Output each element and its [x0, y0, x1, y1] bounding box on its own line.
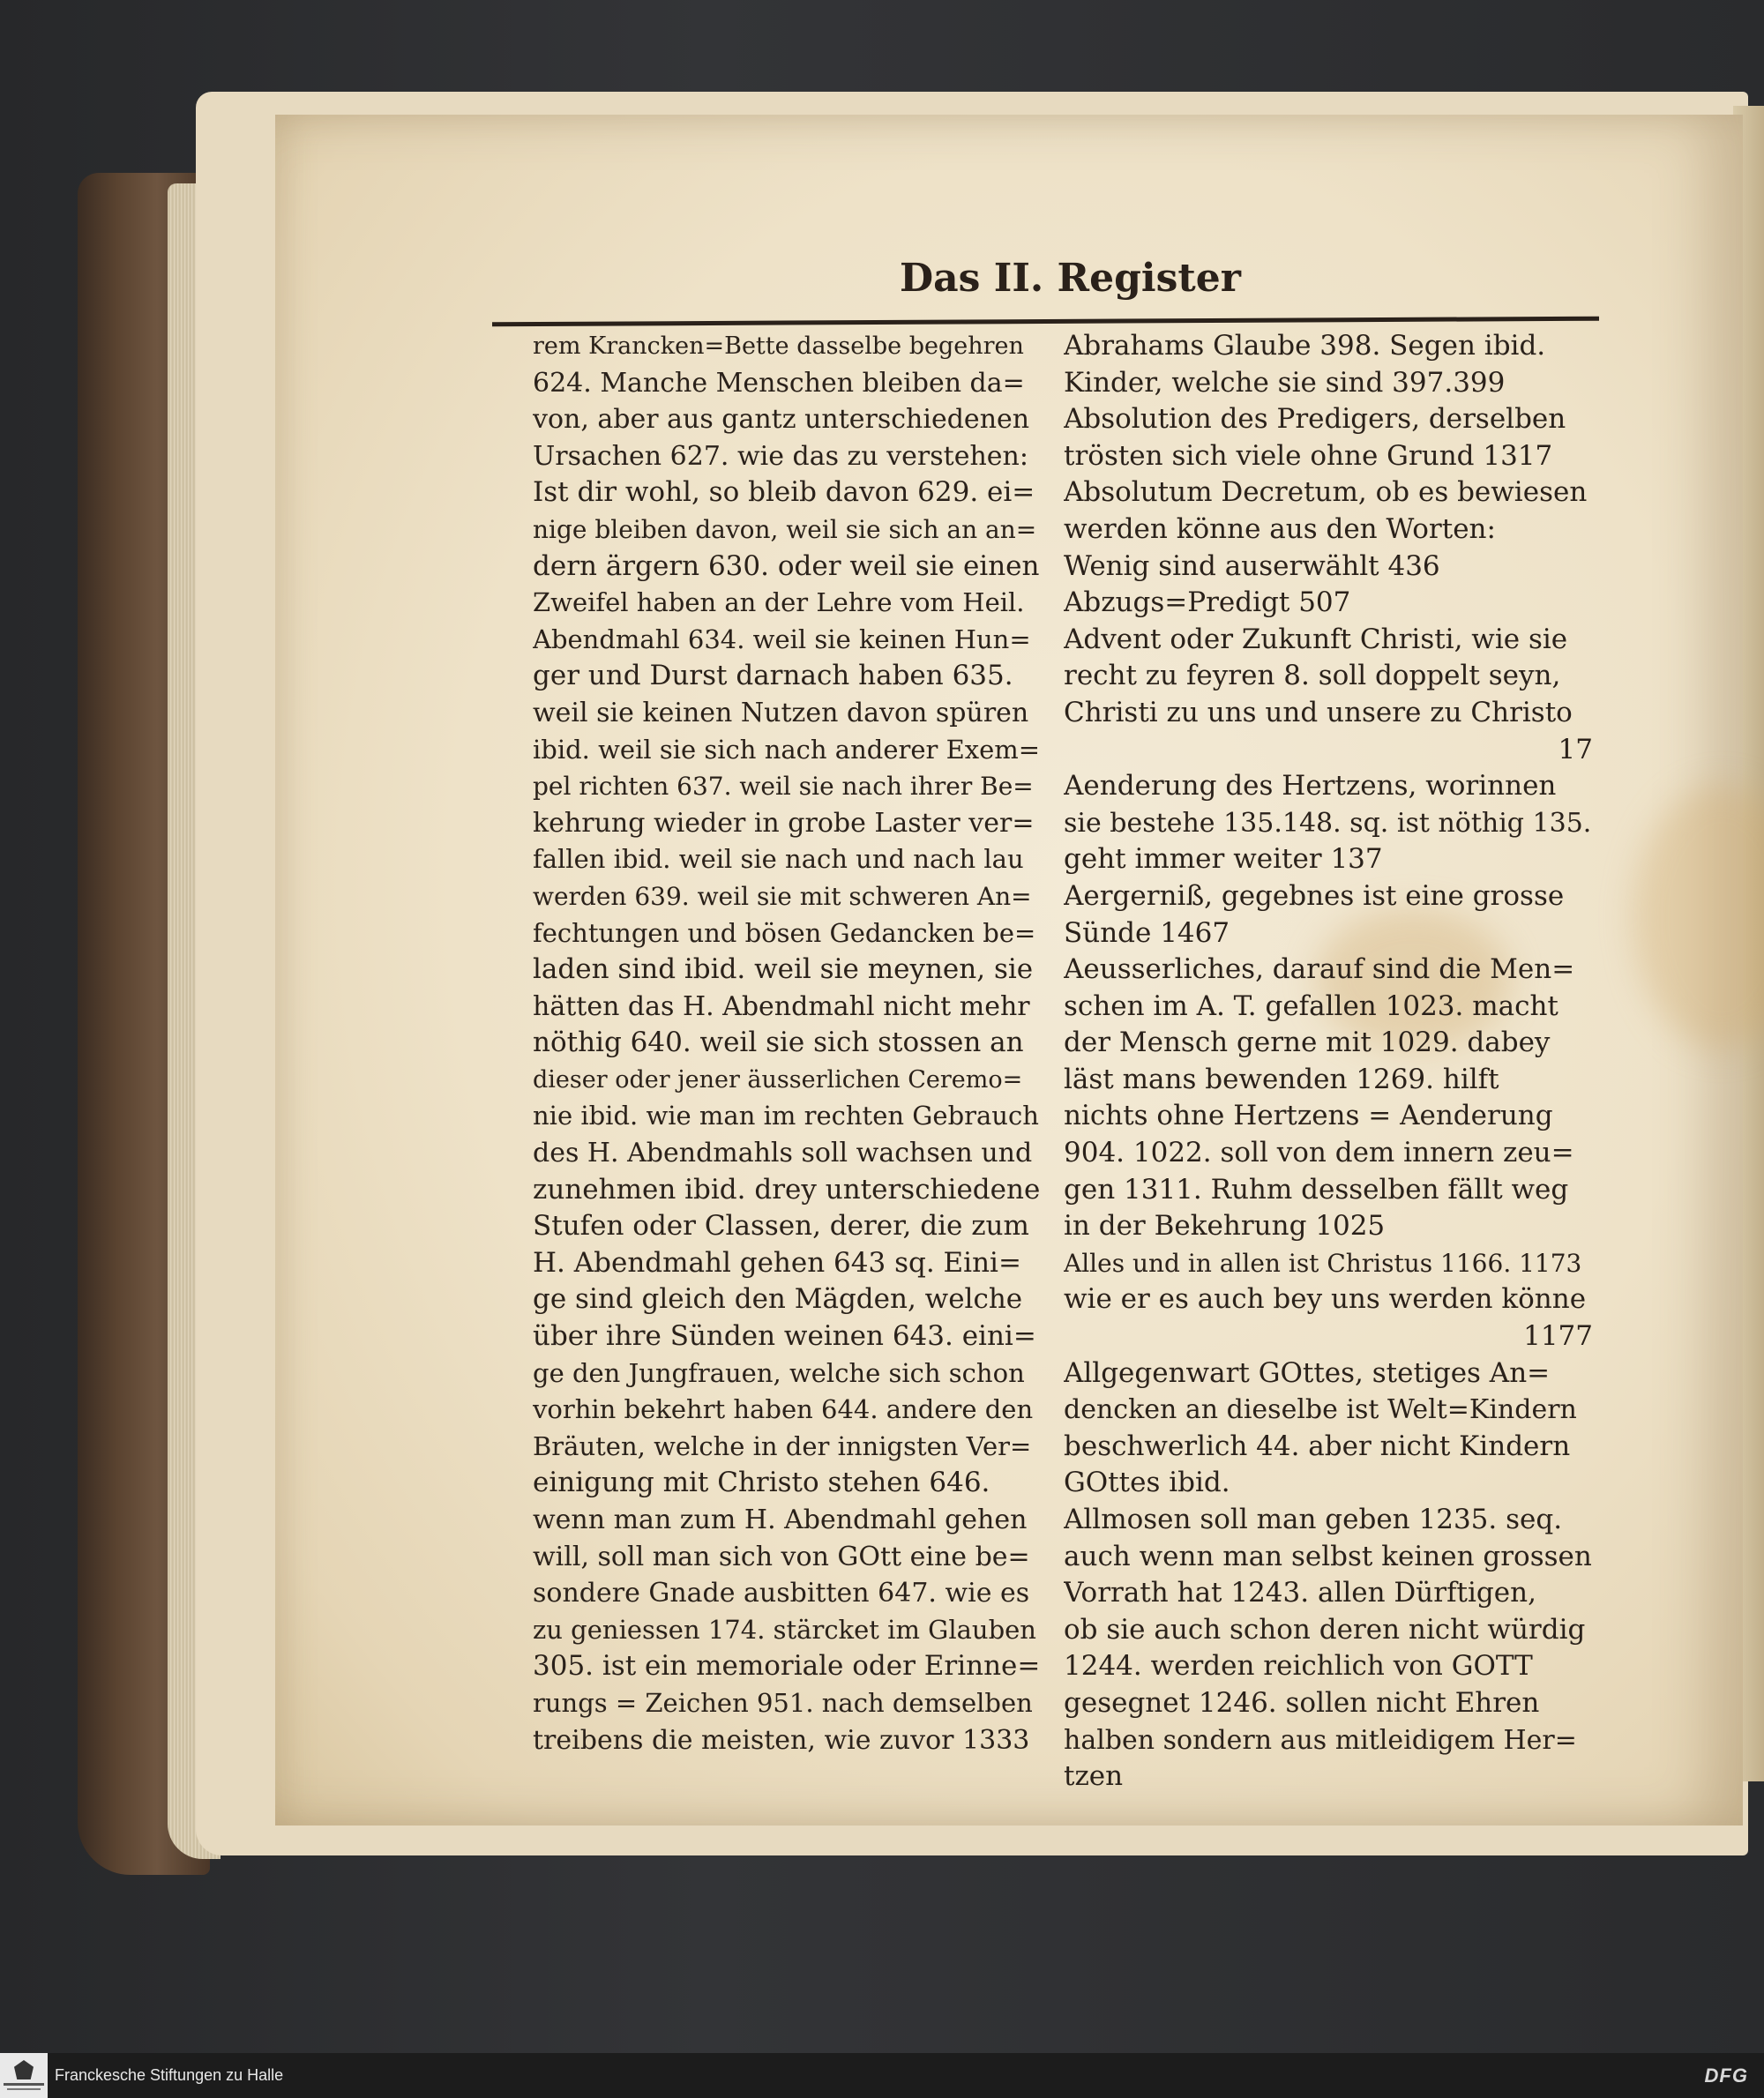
index-line: schen im A. T. gefallen 1023. macht [1064, 989, 1558, 1022]
index-line: Abzugs=Predigt 507 [1064, 586, 1351, 619]
index-line: beschwerlich 44. aber nicht Kindern [1064, 1430, 1571, 1462]
index-line: Allmosen soll man geben 1235. seq. [1064, 1504, 1563, 1535]
index-line: hätten das H. Abendmahl nicht mehr [533, 990, 1030, 1022]
index-line: zu geniessen 174. stärcket im Glauben [533, 1614, 1036, 1645]
index-line: geht immer weiter 137 [1064, 843, 1383, 876]
index-line: recht zu feyren 8. soll doppelt seyn, [1064, 660, 1561, 692]
index-line: laden sind ibid. weil sie meynen, sie [533, 953, 1034, 986]
dfg-badge[interactable]: DFG [1704, 2064, 1748, 2087]
index-line: 17 [1558, 733, 1593, 765]
index-line: rungs = Zeichen 951. nach demselben [533, 1687, 1033, 1718]
left-column [533, 328, 1040, 1758]
right-column [1064, 328, 1593, 1796]
index-line: Stufen oder Classen, derer, die zum [533, 1210, 1029, 1243]
index-line: fallen ibid. weil sie nach und nach lau [533, 844, 1024, 875]
institution-logo[interactable] [0, 2053, 48, 2098]
logo-mark-icon [14, 2060, 34, 2079]
index-line: Abrahams Glaube 398. Segen ibid. [1064, 330, 1546, 362]
index-line: Bräuten, welche in der innigsten Ver= [533, 1430, 1032, 1461]
index-line: Absolutum Decretum, ob es bewiesen [1064, 476, 1588, 509]
index-line: Ursachen 627. wie das zu verstehen: [533, 440, 1028, 472]
index-line: H. Abendmahl gehen 643 sq. Eini= [533, 1246, 1021, 1279]
index-line: Absolution des Predigers, derselben [1064, 403, 1566, 436]
index-line: werden 639. weil sie mit schweren An= [533, 881, 1032, 911]
index-line: einigung mit Christo stehen 646. [533, 1467, 990, 1499]
index-line: über ihre Sünden weinen 643. eini= [533, 1320, 1036, 1353]
index-line: rem Krancken=Bette dasselbe begehren [533, 332, 1024, 360]
index-line: fechtungen und bösen Gedancken be= [533, 917, 1036, 948]
index-line: kehrung wieder in grobe Laster ver= [533, 807, 1035, 839]
index-line: auch wenn man selbst keinen grossen [1064, 1540, 1592, 1572]
index-line: Christi zu uns und unsere zu Christo [1064, 696, 1573, 728]
index-line: Zweifel haben an der Lehre vom Heil. [533, 587, 1025, 618]
index-line: nichts ohne Hertzens = Aenderung [1064, 1100, 1553, 1132]
logo-text-mark [4, 2083, 44, 2086]
index-line: Allgegenwart GOttes, stetiges An= [1064, 1356, 1551, 1389]
index-line: Sünde 1467 [1064, 916, 1230, 949]
index-line: will, soll man sich von GOtt eine be= [533, 1541, 1030, 1572]
index-line: sie bestehe 135.148. sq. ist nöthig 135. [1064, 807, 1592, 839]
index-line: Wenig sind auserwählt 436 [1064, 549, 1440, 582]
index-line: 624. Manche Menschen bleiben da= [533, 367, 1025, 399]
index-line: nie ibid. wie man im rechten Gebrauch [533, 1101, 1039, 1131]
institution-name[interactable]: Franckesche Stiftungen zu Halle [55, 2066, 284, 2084]
index-line: vorhin bekehrt haben 644. andere den [533, 1394, 1034, 1425]
index-line: der Mensch gerne mit 1029. dabey [1064, 1027, 1551, 1059]
index-line: weil sie keinen Nutzen davon spüren [533, 697, 1029, 728]
page-header: Das II. Register [900, 256, 1241, 301]
index-line: dern ärgern 630. oder weil sie einen [533, 549, 1040, 582]
index-line: trösten sich viele ohne Grund 1317 [1064, 439, 1553, 472]
index-line: Aenderung des Hertzens, worinnen [1064, 770, 1557, 803]
index-line: halben sondern aus mitleidigem Her= [1064, 1724, 1577, 1756]
index-line: gen 1311. Ruhm desselben fällt weg [1064, 1173, 1569, 1206]
index-line: ge sind gleich den Mägden, welche [533, 1283, 1023, 1316]
index-line: Aeusserliches, darauf sind die Men= [1064, 953, 1575, 986]
index-line: ob sie auch schon deren nicht würdig [1064, 1613, 1586, 1646]
index-line: tzen [1064, 1760, 1124, 1793]
index-line: des H. Abendmahls soll wachsen und [533, 1138, 1033, 1169]
index-line: Advent oder Zukunft Christi, wie sie [1064, 623, 1568, 655]
index-line: wie er es auch bey uns werden könne [1064, 1283, 1587, 1316]
index-line: nöthig 640. weil sie sich stossen an [533, 1027, 1024, 1059]
index-line: werden könne aus den Worten: [1064, 512, 1496, 545]
index-line: zunehmen ibid. drey unterschiedene [533, 1173, 1040, 1206]
index-line: pel richten 637. weil sie nach ihrer Be= [533, 772, 1034, 802]
index-line: in der Bekehrung 1025 [1064, 1210, 1386, 1243]
index-line: ger und Durst darnach haben 635. [533, 660, 1013, 692]
logo-text-mark [7, 2088, 41, 2090]
index-line: von, aber aus gantz unterschiedenen [533, 404, 1030, 436]
index-line: ibid. weil sie sich nach anderer Exem= [533, 734, 1040, 765]
index-line: nige bleiben davon, weil sie sich an an= [533, 514, 1037, 544]
index-line: 1244. werden reichlich von GOTT [1064, 1650, 1533, 1683]
index-line: Vorrath hat 1243. allen Dürftigen, [1064, 1577, 1536, 1609]
index-line: Kinder, welche sie sind 397.399 [1064, 366, 1506, 399]
index-line: läst mans bewenden 1269. hilft [1064, 1063, 1499, 1095]
index-line: ge den Jungfrauen, welche sich schon [533, 1357, 1025, 1388]
index-line: Ist dir wohl, so bleib davon 629. ei= [533, 476, 1035, 509]
index-line: sondere Gnade ausbitten 647. wie es [533, 1578, 1030, 1609]
index-line: 1177 [1523, 1320, 1593, 1353]
index-line: Aergerniß, gegebnes ist eine grosse [1064, 879, 1565, 912]
index-line: 305. ist ein memoriale oder Erinne= [533, 1650, 1040, 1683]
index-line: 904. 1022. soll von dem innern zeu= [1064, 1137, 1574, 1169]
index-line: treibens die meisten, wie zuvor 1333 [533, 1724, 1030, 1756]
index-line: wenn man zum H. Abendmahl gehen [533, 1504, 1028, 1535]
index-line: GOttes ibid. [1064, 1467, 1230, 1499]
index-line: gesegnet 1246. sollen nicht Ehren [1064, 1686, 1540, 1719]
index-line: Abendmahl 634. weil sie keinen Hun= [533, 623, 1031, 654]
paper-stain [1633, 785, 1764, 1049]
index-line: dieser oder jener äusserlichen Ceremo= [533, 1065, 1023, 1094]
index-line: dencken an dieselbe ist Welt=Kindern [1064, 1394, 1577, 1426]
index-line: Alles und in allen ist Christus 1166. 1173 [1064, 1248, 1582, 1278]
